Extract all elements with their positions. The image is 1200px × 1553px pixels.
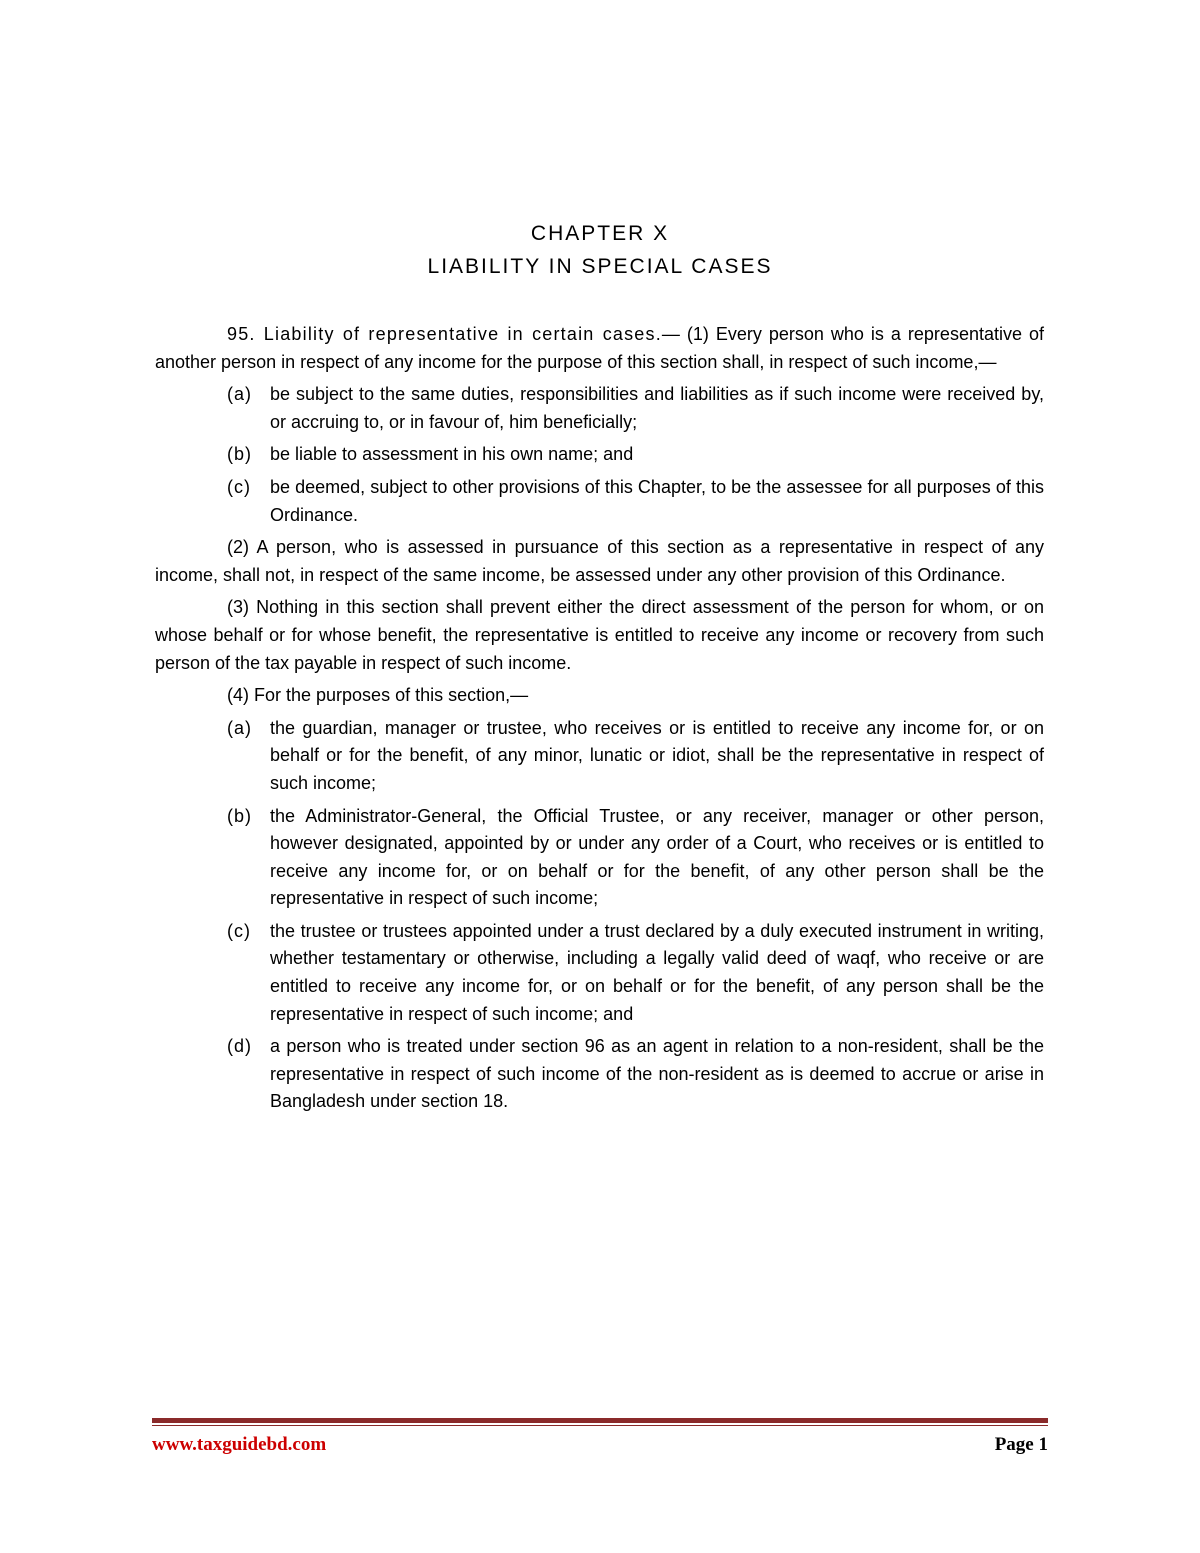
page-number: Page 1 [994, 1434, 1048, 1455]
document-body [155, 321, 1044, 1121]
clause-4b [155, 803, 1044, 913]
section-95-intro [155, 321, 1044, 376]
section-intro-text: — (1) Every person who is a representative of another person in respect of any income for the purpose of this section shall, in respect of such income,— [155, 324, 1044, 372]
clause-text: the trustee or trustees appointed under a trust declared by a duly executed instrument in writing, whether testamentary or otherwise, including a legally valid deed of waqf, who receive or are entitled to receive any income for, or on behalf or for the benefit, of any person shall be the representative in respect of such income; and [270, 920, 1044, 1024]
section-title: 95. Liability of representative in certain cases. [227, 324, 662, 344]
clause-text: be deemed, subject to other provisions of this Chapter, to be the assessee for all purposes of this Ordinance. [270, 476, 1044, 525]
clause-number: (b) [227, 805, 252, 826]
clause-number: (d) [227, 1036, 252, 1057]
clause-number: (a) [227, 717, 252, 738]
chapter-title: LIABILITY IN SPECIAL CASES [427, 255, 773, 278]
clause-4a [155, 715, 1044, 798]
chapter-number: CHAPTER X [530, 222, 670, 245]
clause-1c [155, 474, 1044, 529]
clause-text: be subject to the same duties, responsibilities and liabilities as if such income were received by, or accruing to, or in favour of, him beneficially; [270, 384, 1044, 432]
clause-number: (c) [227, 920, 251, 941]
footer-website-link[interactable]: www.taxguidebd.com [152, 1434, 327, 1455]
clause-number: (b) [227, 444, 252, 465]
clause-1a [155, 381, 1044, 436]
clause-number: (c) [227, 476, 251, 497]
footer-divider-thin [152, 1425, 1048, 1426]
clause-text: a person who is treated under section 96 as an agent in relation to a non-resident, shall be the representative in respect of such income of the non-resident as is deemed to accrue or arise in Bangladesh under section 18. [270, 1036, 1044, 1112]
clause-text: be liable to assessment in his own name; and [270, 444, 634, 465]
clause-number: (a) [227, 384, 252, 405]
clause-4d [155, 1033, 1044, 1116]
subsection-4: (4) For the purposes of this section,— [227, 685, 529, 706]
footer-divider [152, 1418, 1048, 1423]
subsection-3: (3) Nothing in this section shall prevent either the direct assessment of the person for whom, or on whose behalf or for whose benefit, the representative is entitled to receive any income or recovery from such person of the tax payable in respect of such income. [155, 597, 1044, 673]
clause-text: the guardian, manager or trustee, who receives or is entitled to receive any income for, or on behalf or for the benefit, of any minor, lunatic or idiot, shall be the representative in respect of such income; [270, 717, 1044, 793]
clause-text: the Administrator-General, the Official Trustee, or any receiver, manager or other person, however designated, appointed by or under any order of a Court, who receives or is entitled to receive any income for, or on behalf or for the benefit, of any other person shall be the representative in respect of such income; [270, 805, 1044, 909]
clause-1b [155, 441, 1044, 469]
clause-4c [155, 918, 1044, 1028]
subsection-2: (2) A person, who is assessed in pursuance of this section as a representative in respect of any income, shall not, in respect of the same income, be assessed under any other provision of this Ordinance. [155, 537, 1044, 585]
